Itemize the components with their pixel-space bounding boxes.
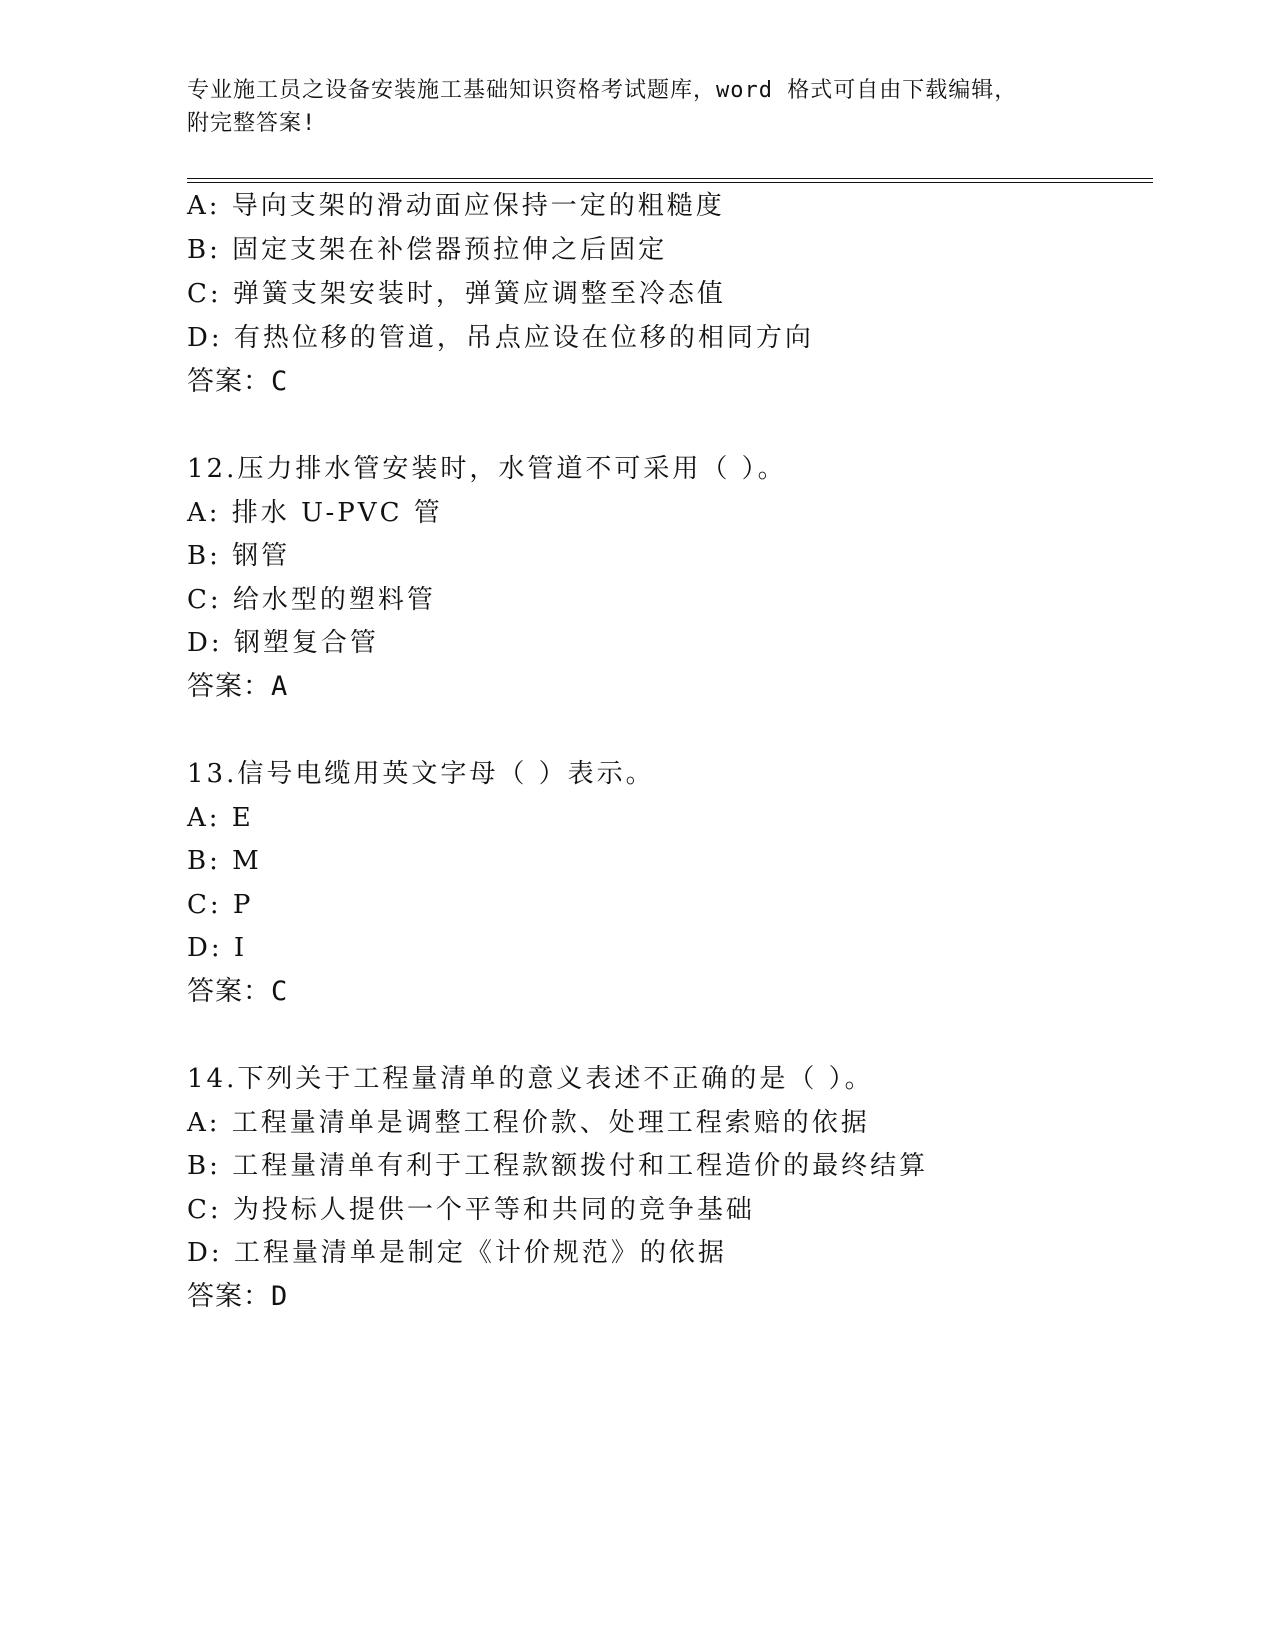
q13-option-d: D: I [187, 933, 248, 963]
q12-option-d: D: 钢塑复合管 [187, 628, 379, 658]
q11-option-a: A: 导向支架的滑动面应保持一定的粗糙度 [187, 191, 725, 221]
q13-option-b: B: M [187, 846, 262, 876]
q11-option-b: B: 固定支架在补偿器预拉伸之后固定 [187, 235, 668, 265]
q11-option-c: C: 弹簧支架安装时，弹簧应调整至冷态值 [187, 279, 726, 309]
answer-value: C [271, 976, 289, 1007]
answer-label: 答案： [187, 366, 271, 397]
q13-option-a: A: E [187, 803, 254, 833]
q14-question: 14.下列关于工程量清单的意义表述不正确的是（ ）。 [187, 1064, 874, 1094]
q14-option-b: B: 工程量清单有利于工程款额拨付和工程造价的最终结算 [187, 1151, 929, 1181]
q12-option-a: A: 排水 U-PVC 管 [187, 498, 443, 528]
q14-answer [187, 1282, 288, 1312]
q13-option-c: C: P [187, 890, 254, 920]
header-line-1: 专业施工员之设备安装施工基础知识资格考试题库，word 格式可自由下载编辑， [187, 78, 1018, 103]
header-divider-top [187, 178, 1153, 179]
q14-option-d: D: 工程量清单是制定《计价规范》的依据 [187, 1238, 727, 1268]
answer-value: A [271, 671, 289, 702]
document-header [187, 74, 1087, 140]
q12-question: 12.压力排水管安装时，水管道不可采用（ ）。 [187, 454, 787, 484]
answer-value: D [271, 1281, 289, 1312]
answer-value: C [271, 366, 289, 397]
header-divider-bottom [187, 182, 1153, 183]
q11-option-d: D: 有热位移的管道，吊点应设在位移的相同方向 [187, 323, 814, 353]
q11-answer [187, 367, 288, 397]
q14-option-a: A: 工程量清单是调整工程价款、处理工程索赔的依据 [187, 1108, 870, 1138]
q12-option-b: B: 钢管 [187, 541, 291, 571]
answer-label: 答案： [187, 976, 271, 1007]
answer-label: 答案： [187, 671, 271, 702]
q13-question: 13.信号电缆用英文字母（ ）表示。 [187, 759, 655, 789]
q13-answer [187, 977, 288, 1007]
q12-answer [187, 672, 288, 702]
q14-option-c: C: 为投标人提供一个平等和共同的竞争基础 [187, 1195, 755, 1225]
header-line-2: 附完整答案! [187, 111, 317, 136]
q12-option-c: C: 给水型的塑料管 [187, 585, 436, 615]
answer-label: 答案： [187, 1281, 271, 1312]
